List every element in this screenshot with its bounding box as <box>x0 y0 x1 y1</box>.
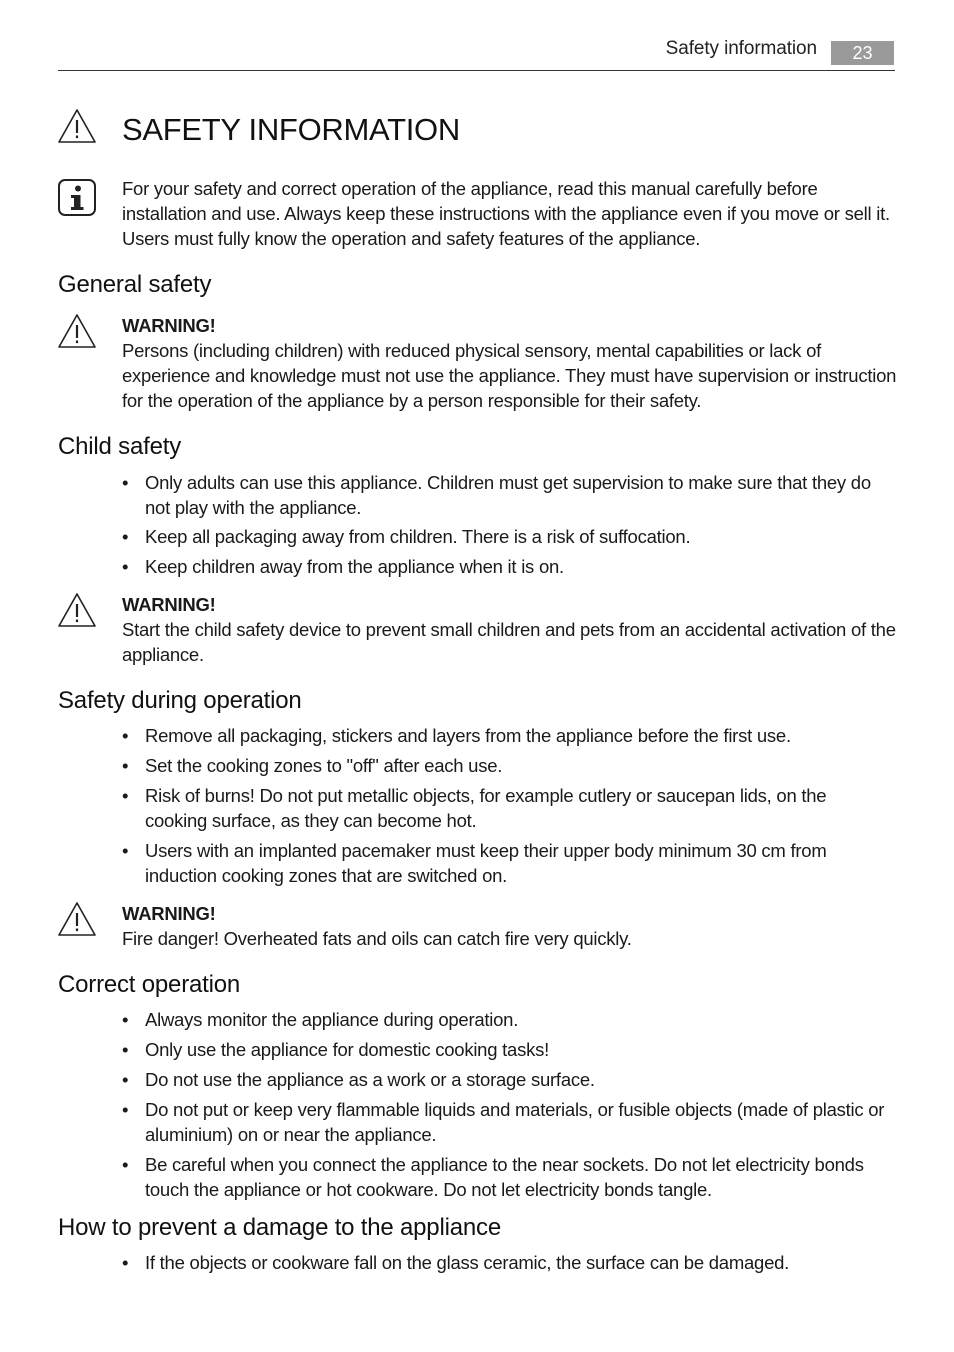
bullet-mark: • <box>122 840 129 861</box>
warning-text: Persons (including children) with reduced physical sensory, mental capabilities or lack of experience and knowledge must not use the appliance. They must have supervision or instruction for the operation of the appliance by a person responsible for their safety. <box>122 340 897 411</box>
list-item <box>122 470 892 520</box>
bullet-mark: • <box>122 1099 129 1120</box>
list-item <box>122 1067 892 1092</box>
list-item <box>122 838 892 888</box>
heading-correct-operation: Correct operation <box>58 971 241 998</box>
list-item-text: Do not use the appliance as a work or a storage surface. <box>145 1069 595 1090</box>
warning-lead: Fire danger! <box>122 928 219 949</box>
intro-paragraph: For your safety and correct operation of the appliance, read this manual carefully before installation and use. Always keep these instructions with the appliance even if you move or sell it. Users must fully know the operation and safety features of the appliance. <box>122 178 890 249</box>
bullet-mark: • <box>122 472 129 493</box>
heading-safety-during-operation: Safety during operation <box>58 687 302 714</box>
warning-label: WARNING! <box>122 903 216 924</box>
list-item-text: Do not put or keep very flammable liquids and materials, or fusible objects (made of plastic or aluminium) on or near the appliance. <box>145 1099 885 1145</box>
info-icon <box>57 178 97 218</box>
bullet-mark: • <box>122 1252 129 1273</box>
bullet-mark: • <box>122 556 129 577</box>
list-item-text: Keep children away from the appliance when it is on. <box>145 556 564 577</box>
list-item-text: Be careful when you connect the appliance to the near sockets. Do not let electricity bonds touch the appliance or hot cookware. Do not let electricity bonds tangle. <box>145 1154 864 1200</box>
heading-prevent-damage: How to prevent a damage to the appliance <box>58 1214 501 1241</box>
bullet-mark: • <box>122 785 129 806</box>
warning-text: Overheated fats and oils can catch fire very quickly. <box>218 928 632 949</box>
bullet-mark: • <box>122 1009 129 1030</box>
bullet-mark: • <box>122 755 129 776</box>
list-item-text: Users with an implanted pacemaker must keep their upper body minimum 30 cm from induction cooking zones that are switched on. <box>145 840 827 886</box>
warning-triangle-icon <box>57 312 97 352</box>
list-item <box>122 753 892 778</box>
list-item-text: Set the cooking zones to "off" after each use. <box>145 755 503 776</box>
warning-triangle-icon <box>57 591 97 631</box>
header-rule <box>58 70 895 71</box>
list-item <box>122 1250 892 1275</box>
heading-general-safety: General safety <box>58 271 212 298</box>
bullet-mark: • <box>122 1069 129 1090</box>
bullet-mark: • <box>122 1154 129 1175</box>
page-number-badge: 23 <box>831 41 894 65</box>
bullet-mark: • <box>122 1039 129 1060</box>
list-item-text: Risk of burns! Do not put metallic objects, for example cutlery or saucepan lids, on the cooking surface, as they can become hot. <box>145 785 827 831</box>
list-item <box>122 1097 892 1147</box>
bullet-mark: • <box>122 526 129 547</box>
warning-triangle-icon <box>57 107 97 147</box>
list-item <box>122 524 892 549</box>
general-safety-warning <box>122 313 898 413</box>
page-title: SAFETY INFORMATION <box>122 112 460 147</box>
list-item <box>122 1007 892 1032</box>
heading-child-safety: Child safety <box>58 433 181 460</box>
warning-label: WARNING! <box>122 594 216 615</box>
list-item-text: Keep all packaging away from children. There is a risk of suffocation. <box>145 526 691 547</box>
list-item <box>122 1037 892 1062</box>
list-item-text: Only use the appliance for domestic cooking tasks! <box>145 1039 549 1060</box>
bullet-mark: • <box>122 725 129 746</box>
list-item-text: If the objects or cookware fall on the glass ceramic, the surface can be damaged. <box>145 1252 790 1273</box>
list-item-text: Remove all packaging, stickers and layers from the appliance before the first use. <box>145 725 791 746</box>
list-item-text: Always monitor the appliance during operation. <box>145 1009 519 1030</box>
warning-label: WARNING! <box>122 315 216 336</box>
child-safety-warning <box>122 592 898 667</box>
list-item <box>122 1152 892 1202</box>
running-header-title: Safety information <box>665 38 817 59</box>
warning-text: Start the child safety device to prevent small children and pets from an accidental activation of the appliance. <box>122 619 896 665</box>
list-item-text: Only adults can use this appliance. Children must get supervision to make sure that they do not play with the appliance. <box>145 472 871 518</box>
warning-triangle-icon <box>57 900 97 940</box>
list-item <box>122 554 892 579</box>
list-item <box>122 783 892 833</box>
list-item <box>122 723 892 748</box>
fire-danger-warning <box>122 901 898 951</box>
